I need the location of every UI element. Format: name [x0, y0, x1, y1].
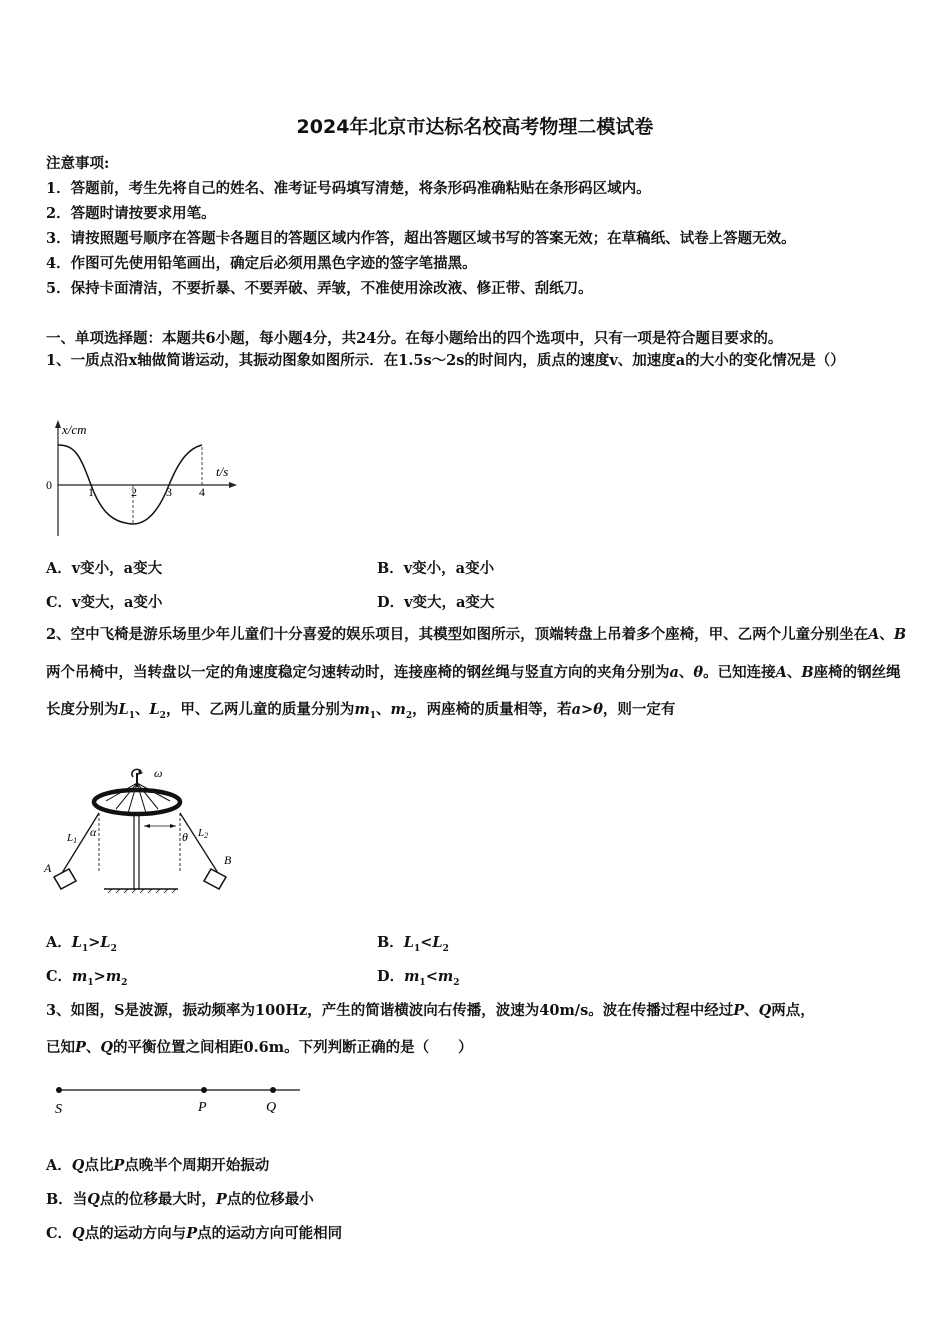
q1-stem: 1、一质点沿x轴做简谐运动，其振动图象如图所示．在1.5s～2s的时间内，质点的速度v、加速度a的大小的变化情况是（）	[46, 352, 845, 369]
point-q	[270, 1087, 276, 1093]
q-label: Q	[266, 1100, 277, 1115]
q1-vibration-graph	[40, 418, 245, 538]
tick-label: 4	[199, 485, 205, 499]
q1-option-b[interactable]: B．v变小，a变小	[377, 560, 495, 577]
tick-label: 2	[131, 485, 137, 499]
q3-stem-line1: 3、如图，S是波源，振动频率为100Hz，产生的简谐横波向右传播，波速为40m/s。波在传播过程中经过P、Q两点，	[46, 1002, 815, 1019]
page-title: 2024年北京市达标名校高考物理二模试卷	[296, 116, 654, 138]
notice-heading: 注意事项:	[46, 155, 110, 172]
q3-option-c[interactable]: C．Q点的运动方向与P点的运动方向可能相同	[46, 1225, 343, 1242]
notice-item: 3．请按照题号顺序在答题卡各题目的答题区域内作答，超出答题区域书写的答案无效；在草稿纸、试卷上答题无效。	[46, 230, 796, 247]
origin-label: 0	[46, 478, 52, 492]
q1-option-c[interactable]: C．v变大，a变小	[46, 594, 163, 611]
p-label: P	[198, 1100, 207, 1115]
y-axis-arrow	[55, 420, 61, 428]
turntable-ring	[94, 790, 180, 814]
notice-item: 4．作图可先使用铅笔画出，确定后必须用黑色字迹的签字笔描黑。	[46, 255, 477, 272]
source-s-point	[56, 1087, 62, 1093]
alpha-label: α	[90, 825, 97, 839]
q2-option-c[interactable]: C．$m_1>m_2$	[46, 968, 128, 988]
q2-swing-ride-figure	[40, 765, 245, 900]
seat-a	[54, 869, 76, 889]
seat-b-label: B	[224, 853, 232, 867]
tick-label: 1	[88, 485, 94, 499]
point-p	[201, 1087, 207, 1093]
l1-label: L1	[67, 832, 78, 845]
q3-option-b[interactable]: B．当Q点的位移最大时，P点的位移最小	[46, 1191, 314, 1208]
q2-option-d[interactable]: D．$m_1<m_2$	[377, 968, 460, 988]
x-axis-label: t/s	[216, 464, 229, 479]
q3-stem-line2: 已知P、Q的平衡位置之间相距0.6m。下列判断正确的是（ ）	[46, 1039, 473, 1056]
omega-label: ω	[154, 766, 163, 780]
x-axis-arrow	[229, 482, 237, 488]
notice-item: 2．答题时请按要求用笔。	[46, 205, 216, 222]
seat-b	[204, 869, 226, 889]
q1-option-a[interactable]: A．v变小，a变大	[46, 560, 163, 577]
q2-stem: 2、空中飞椅是游乐场里少年儿童们十分喜爱的娱乐项目，其模型如图所示，顶端转盘上吊着多个座椅，甲、乙两个儿童分别坐在A、B两个吊椅中，当转盘以一定的角速度稳定匀速转动时，连接座椅的钢丝绳与竖直方向的夹角分别为a、θ。已知连接A、B座椅的钢丝绳长度分别为$L_1$、$L_2$，甲、乙两儿童的质量分别为$m_1$、$m_2$，两座椅的质量相等，若a>θ，则一定有	[46, 626, 907, 721]
q3-wave-line-figure	[50, 1078, 310, 1120]
notice-item: 5．保持卡面清洁，不要折暴、不要弄破、弄皱，不准使用涂改液、修正带、刮纸刀。	[46, 280, 593, 297]
tick-label: 3	[166, 485, 172, 499]
q2-option-a[interactable]: A．$L_1>L_2$	[46, 934, 117, 954]
q3-option-a[interactable]: A．Q点比P点晚半个周期开始振动	[46, 1157, 270, 1174]
section-heading: 一、单项选择题：本题共6小题，每小题4分，共24分。在每小题给出的四个选项中，只有一项是符合题目要求的。	[46, 330, 783, 347]
q2-option-b[interactable]: B．$L_1<L_2$	[377, 934, 449, 954]
l2-label: L2	[198, 827, 209, 840]
theta-label: θ	[182, 830, 188, 844]
q1-option-d[interactable]: D．v变大，a变大	[377, 594, 495, 611]
y-axis-label: x/cm	[62, 422, 87, 437]
seat-a-label: A	[44, 861, 52, 875]
notice-item: 1．答题前，考生先将自己的姓名、准考证号码填写清楚，将条形码准确粘贴在条形码区域内。	[46, 180, 651, 197]
s-label: S	[55, 1102, 62, 1117]
